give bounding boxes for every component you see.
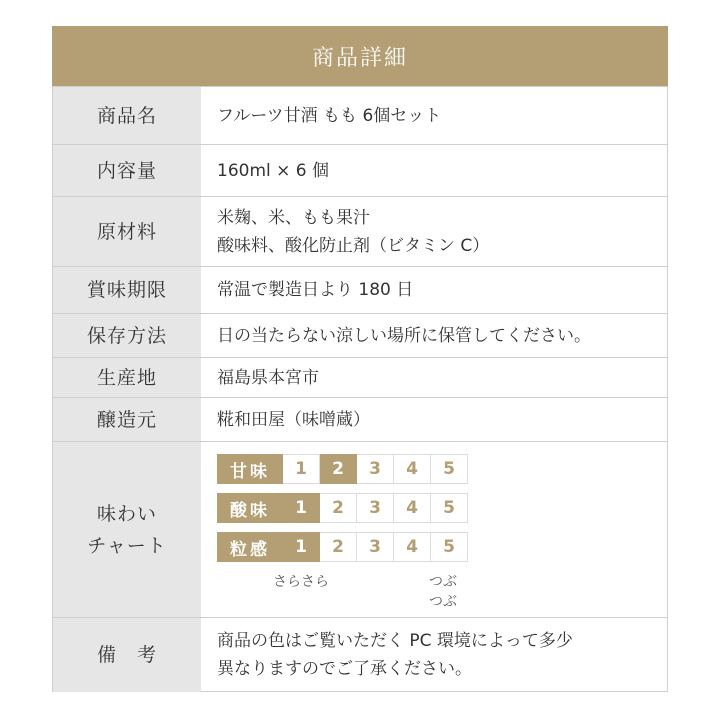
scale-cell: 3: [357, 532, 394, 562]
label-storage: 保存方法: [53, 314, 201, 357]
notes-line-2: 異なりますのでご了承ください。: [217, 659, 472, 679]
smooth-hint: さらさら: [273, 574, 329, 590]
scale-cell: 4: [394, 493, 431, 523]
scale-cell: 1: [283, 493, 320, 523]
product-details-table: [52, 26, 668, 692]
texture-hints: [217, 571, 468, 610]
value-ingredients: [217, 197, 657, 266]
label-best-before: 賞味期限: [53, 267, 201, 313]
label-brewer: 醸造元: [53, 398, 201, 441]
scale-cell: 1: [283, 454, 320, 484]
scale-cell: 2: [320, 454, 357, 484]
sweetness-scale: [217, 454, 468, 484]
row-best-before: [53, 266, 667, 313]
sweetness-label: 甘味: [217, 454, 283, 484]
ingredients-line-2: 酸味料、酸化防止剤（ビタミン C）: [217, 235, 490, 256]
row-origin: [53, 357, 667, 397]
label-taste-chart: [53, 442, 201, 617]
label-ingredients: 原材料: [53, 197, 201, 266]
row-notes: [53, 617, 667, 692]
scale-cell: 1: [283, 532, 320, 562]
scale-cell: 2: [320, 532, 357, 562]
value-origin: 福島県本宮市: [217, 367, 319, 388]
notes-line-1: 商品の色はご覧いただく PC 環境によって多少: [217, 631, 573, 651]
row-ingredients: [53, 196, 667, 266]
value-product-name: フルーツ甘酒 もも 6個セット: [217, 105, 442, 126]
scale-cell: 2: [320, 493, 357, 523]
label-notes: 備 考: [53, 618, 201, 692]
grainy-hint: つぶつぶ: [429, 574, 457, 610]
label-product-name: 商品名: [53, 87, 201, 144]
scale-cell: 5: [431, 493, 468, 523]
row-taste-chart: [53, 441, 667, 617]
label-origin: 生産地: [53, 358, 201, 397]
scale-cell: 5: [431, 532, 468, 562]
row-storage: [53, 313, 667, 357]
sourness-scale: [217, 493, 468, 523]
taste-chart: [217, 454, 468, 610]
value-volume: 160ml × 6 個: [217, 160, 330, 181]
row-product-name: [53, 86, 667, 144]
label-volume: 内容量: [53, 145, 201, 196]
ingredients-line-1: 米麹、米、もも果汁: [217, 207, 370, 228]
scale-cell: 3: [357, 454, 394, 484]
row-brewer: [53, 397, 667, 441]
value-notes: [217, 618, 657, 692]
taste-label-line-1: 味わい: [96, 502, 157, 525]
row-volume: [53, 144, 667, 196]
scale-cell: 4: [394, 454, 431, 484]
value-storage: 日の当たらない涼しい場所に保管してください。: [217, 325, 591, 346]
scale-cell: 5: [431, 454, 468, 484]
scale-cell: 4: [394, 532, 431, 562]
scale-cell: 3: [357, 493, 394, 523]
value-best-before: 常温で製造日より 180 日: [217, 280, 414, 300]
value-brewer: 糀和田屋（味噌蔵）: [217, 409, 370, 430]
table-title: 商品詳細: [52, 26, 668, 86]
texture-label: 粒感: [217, 532, 283, 562]
sourness-label: 酸味: [217, 493, 283, 523]
texture-scale: [217, 532, 468, 562]
taste-label-line-2: チャート: [87, 534, 167, 557]
